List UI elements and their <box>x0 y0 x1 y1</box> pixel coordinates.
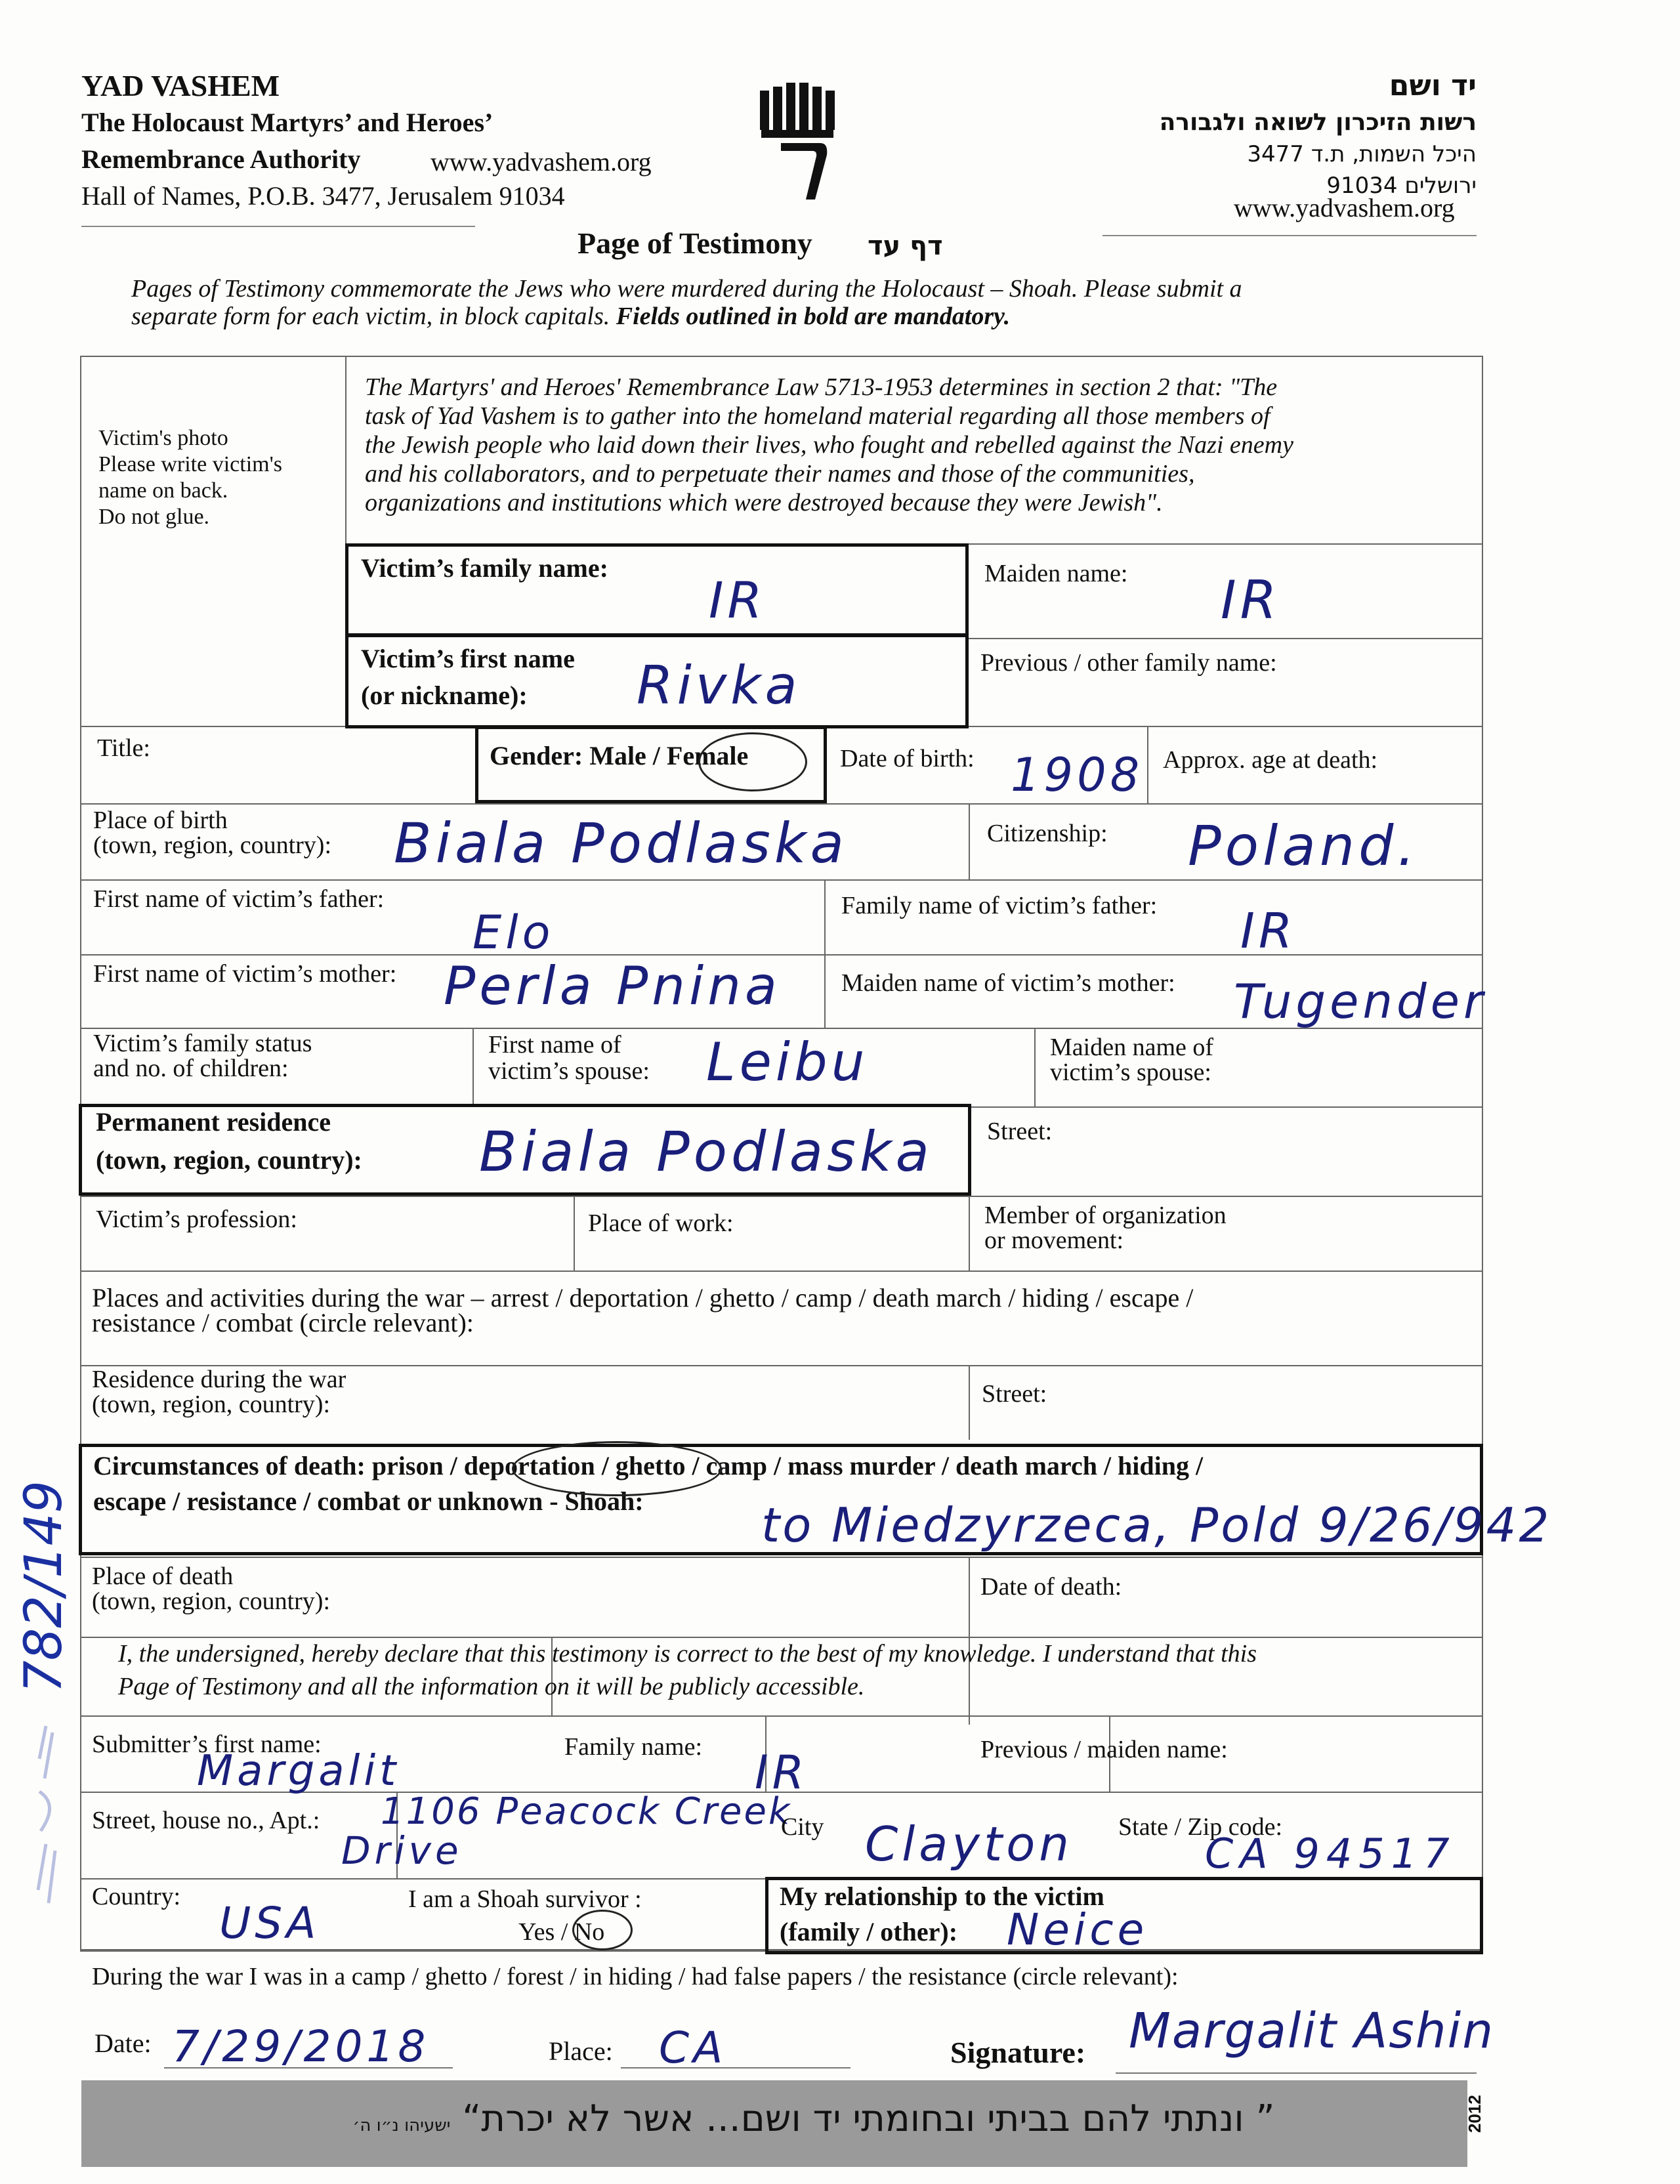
heb-org-line2: רשות הזיכרון לשואה ולגבורה <box>1159 109 1477 136</box>
maiden-name-label: Maiden name: <box>984 560 1128 587</box>
photo-note-1: Victim's photo <box>98 426 228 450</box>
intro-line2: separate form for each victim, in block capitals. Fields outlined in bold are mandatory. <box>131 303 1011 330</box>
law-text-3: the Jewish people who laid down their lives, who fought and rebelled against the Nazi enemy <box>365 431 1293 459</box>
citizenship-value[interactable]: Poland. <box>1188 814 1419 878</box>
sub-family-value[interactable]: IR <box>755 1746 808 1799</box>
family-status-label-1: Victim’s family status <box>93 1030 312 1057</box>
org-name: YAD VASHEM <box>81 69 280 102</box>
city-value[interactable]: Clayton <box>865 1816 1073 1872</box>
sub-street-value-1[interactable]: 1106 Peacock Creek <box>381 1790 792 1833</box>
org-line3: Remembrance Authority <box>81 144 361 174</box>
sub-prev-label: Previous / maiden name: <box>980 1736 1228 1763</box>
pob-value[interactable]: Biala Podlaska <box>394 811 849 875</box>
circumstances-label-2: escape / resistance / combat or unknown - Shoah: <box>93 1486 644 1516</box>
previous-name-label: Previous / other family name: <box>980 649 1277 677</box>
header-rule-right <box>1102 235 1477 236</box>
declaration-1: I, the undersigned, hereby declare that this testimony is correct to the best of my knowledge. I understand that this <box>118 1640 1257 1668</box>
residence-label-1: Permanent residence <box>96 1107 331 1137</box>
sub-family-label: Family name: <box>564 1733 703 1761</box>
footer-quote: ” ונתתי להם בביתי ובחומתי יד ושם... אשר לא יכרת“ ישעיהו נ״ו ה׳ <box>352 2097 1275 2140</box>
page-title-hebrew: דף עד <box>868 231 943 261</box>
first-name-value[interactable]: Rivka <box>637 655 801 716</box>
heb-org-name: יד ושם <box>1389 69 1477 102</box>
pob-label-1: Place of birth <box>93 807 228 834</box>
war-res-label-1: Residence during the war <box>92 1366 346 1393</box>
age-label: Approx. age at death: <box>1163 746 1378 774</box>
family-status-label-2: and no. of children: <box>93 1055 289 1082</box>
photo-note-3: name on back. <box>98 478 228 503</box>
page-title: Page of Testimony <box>578 226 812 260</box>
father-family-value[interactable]: IR <box>1240 903 1297 959</box>
activities-label-1: Places and activities during the war – arrest / deportation / ghetto / camp / death march / hiding / escape / <box>92 1283 1194 1312</box>
deportation-circle-mark <box>512 1441 722 1496</box>
org-line2: The Holocaust Martyrs’ and Heroes’ <box>81 108 494 137</box>
no-circle-mark <box>572 1910 633 1950</box>
member-label-1: Member of organization <box>984 1202 1227 1229</box>
war-res-label-2: (town, region, country): <box>92 1391 331 1418</box>
sub-street-label: Street, house no., Apt.: <box>92 1807 320 1834</box>
margin-scribble-icon <box>26 1719 66 1916</box>
circumstances-value[interactable]: to Miedzyrzeca, Pold 9/26/942 <box>761 1498 1552 1553</box>
father-first-label: First name of victim’s father: <box>93 885 385 913</box>
father-first-value[interactable]: Elo <box>472 906 555 959</box>
heb-org-line4: ירושלים 91034 <box>1326 173 1477 199</box>
street-label: Street: <box>987 1118 1053 1145</box>
dob-label: Date of birth: <box>840 745 975 772</box>
place-value[interactable]: CA <box>659 2023 727 2073</box>
spouse-maiden-label-1: Maiden name of <box>1050 1034 1214 1061</box>
member-label-2: or movement: <box>984 1227 1124 1254</box>
yes-no-label: Yes / No <box>518 1918 605 1946</box>
sub-first-label: Submitter’s first name: <box>92 1731 322 1758</box>
mother-first-label: First name of victim’s mother: <box>93 960 397 988</box>
activities-label-2: resistance / combat (circle relevant): <box>92 1308 474 1337</box>
law-text-1: The Martyrs' and Heroes' Remembrance Law 5713-1953 determines in section 2 that: "The <box>365 373 1278 401</box>
signature-label: Signature: <box>950 2036 1086 2069</box>
profession-label: Victim’s profession: <box>96 1206 297 1233</box>
law-text-2: task of Yad Vashem is to gather into the homeland material regarding all those members of <box>365 402 1270 430</box>
gender-label: Gender: Male / Female <box>490 741 749 770</box>
website-en: www.yadvashem.org <box>430 147 652 177</box>
mother-maiden-value[interactable]: Tugender <box>1234 974 1487 1029</box>
state-zip-value[interactable]: CA 94517 <box>1205 1830 1456 1878</box>
declaration-2: Page of Testimony and all the information on it will be publicly accessible. <box>118 1673 865 1700</box>
circumstances-label-1: Circumstances of death: prison / deportation / ghetto / camp / mass murder / death march / hiding / <box>93 1451 1204 1480</box>
first-name-label-2: (or nickname): <box>361 681 528 710</box>
maiden-name-value[interactable]: IR <box>1221 570 1281 631</box>
spouse-first-label-1: First name of <box>488 1031 621 1059</box>
heb-org-line3: היכל השמות, ת.ד 3477 <box>1247 141 1477 167</box>
sub-first-value[interactable]: Margalit <box>197 1747 400 1796</box>
family-name-value[interactable]: IR <box>709 571 766 629</box>
photo-note-4: Do not glue. <box>98 505 210 529</box>
pob-label-2: (town, region, country): <box>93 831 332 859</box>
place-label: Place: <box>549 2036 613 2066</box>
date-value[interactable]: 7/29/2018 <box>172 2021 430 2072</box>
title-label: Title: <box>97 734 150 762</box>
state-zip-label: State / Zip code: <box>1118 1813 1283 1841</box>
sub-street-value-2[interactable]: Drive <box>341 1828 463 1873</box>
pod-label-2: (town, region, country): <box>92 1587 331 1615</box>
family-name-label: Victim’s family name: <box>361 553 608 583</box>
dob-value[interactable]: 1908 <box>1011 748 1144 802</box>
date-label: Date: <box>94 2028 152 2058</box>
war-street-label: Street: <box>982 1380 1047 1408</box>
survivor-label: I am a Shoah survivor : <box>408 1885 642 1913</box>
spouse-first-label-2: victim’s spouse: <box>488 1057 650 1085</box>
relationship-label-2: (family / other): <box>780 1917 958 1946</box>
mother-first-value[interactable]: Perla Pnina <box>444 956 781 1017</box>
dod-label: Date of death: <box>980 1573 1122 1601</box>
country-label: Country: <box>92 1883 181 1910</box>
residence-value[interactable]: Biala Podlaska <box>479 1120 934 1184</box>
pod-label-1: Place of death <box>92 1563 234 1590</box>
signature-value[interactable]: Margalit Ashin <box>1129 2003 1495 2059</box>
law-text-4: and his collaborators, and to perpetuate their names and those of the communities, <box>365 460 1195 488</box>
intro-line1: Pages of Testimony commemorate the Jews who were murdered during the Holocaust – Shoah. Please submit a <box>131 275 1242 303</box>
female-circle-mark <box>698 732 807 791</box>
father-family-label: Family name of victim’s father: <box>841 892 1158 919</box>
spouse-maiden-label-2: victim’s spouse: <box>1050 1059 1211 1086</box>
work-label: Place of work: <box>588 1209 734 1237</box>
address-en: Hall of Names, P.O.B. 3477, Jerusalem 91034 <box>81 181 565 211</box>
footer-year: 2012 <box>1465 2095 1484 2133</box>
spouse-first-value[interactable]: Leibu <box>706 1032 869 1093</box>
header-rule-left <box>81 226 475 227</box>
relationship-label-1: My relationship to the victim <box>780 1881 1104 1911</box>
city-label: City <box>781 1813 824 1841</box>
residence-label-2: (town, region, country): <box>96 1145 362 1175</box>
menorah-logo-icon <box>755 77 840 202</box>
country-value[interactable]: USA <box>219 1898 320 1948</box>
citizenship-label: Citizenship: <box>987 820 1108 847</box>
photo-note-2: Please write victim's <box>98 452 282 476</box>
during-war-label: During the war I was in a camp / ghetto / forest / in hiding / had false papers / the resistance (circle relevant): <box>92 1963 1179 1990</box>
law-text-5: organizations and institutions which were destroyed because they were Jewish". <box>365 489 1163 516</box>
website-heb-side: www.yadvashem.org <box>1234 193 1455 222</box>
mother-maiden-label: Maiden name of victim’s mother: <box>841 969 1175 997</box>
first-name-label-1: Victim’s first name <box>361 644 575 673</box>
margin-note: 782/149 <box>14 1480 74 1693</box>
relationship-value[interactable]: Neice <box>1007 1904 1148 1955</box>
